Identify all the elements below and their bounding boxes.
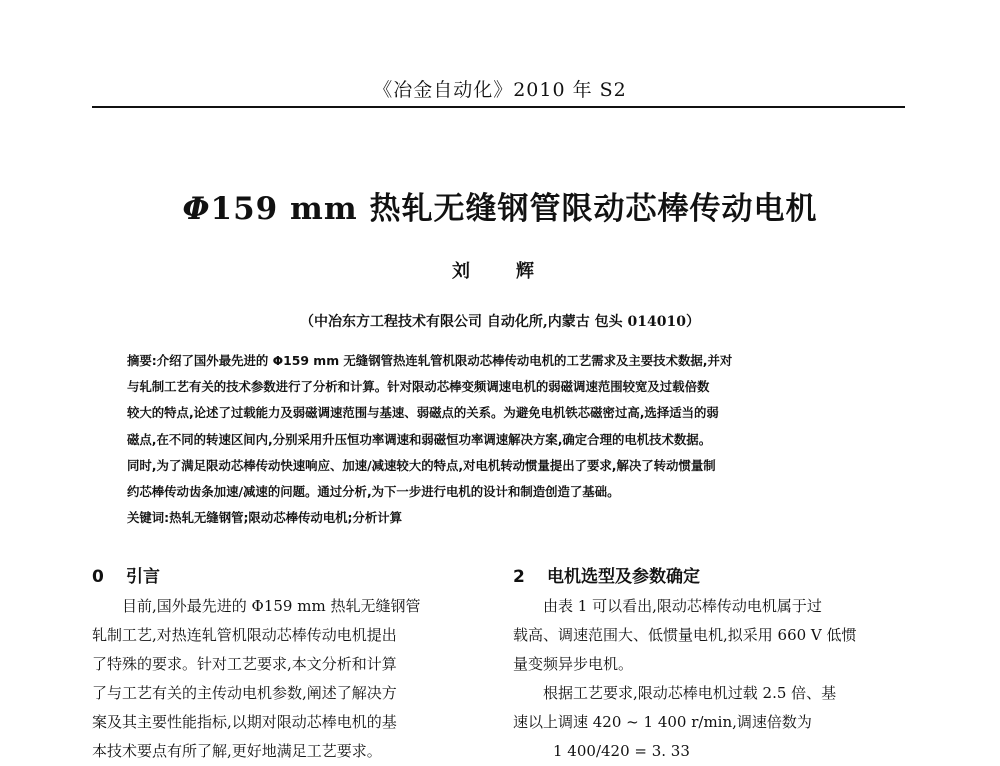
- body-line: 根据工艺要求,限动芯棒电机过载 2.5 倍、基: [513, 684, 837, 702]
- body-line: 载高、调速范围大、低惯量电机,拟采用 660 V 低惯: [513, 626, 857, 644]
- section-number: 2: [513, 567, 525, 587]
- abstract-line: 同时,为了满足限动芯棒传动快速响应、加速/减速较大的特点,对电机转动惯量提出了要求,解决了转动惯量制: [127, 457, 716, 473]
- author: 刘 辉: [452, 261, 548, 282]
- body-line: 了特殊的要求。针对工艺要求,本文分析和计算: [92, 655, 397, 673]
- abstract-line: 约芯棒传动齿条加速/减速的问题。通过分析,为下一步进行电机的设计和制造创造了基础。: [127, 484, 620, 500]
- section-title: 电机选型及参数确定: [547, 567, 700, 587]
- equation: 1 400/420 = 3. 33: [553, 742, 690, 760]
- body-line: 本技术要点有所了解,更好地满足工艺要求。: [92, 742, 382, 760]
- body-line: 目前,国外最先进的 Φ159 mm 热轧无缝钢管: [92, 597, 421, 615]
- paper-title-text: 159 mm 热轧无缝钢管限动芯棒传动电机: [210, 191, 818, 227]
- body-line: 轧制工艺,对热连轧管机限动芯棒传动电机提出: [92, 626, 397, 644]
- column-left: [92, 562, 497, 766]
- abstract-line: 与轧制工艺有关的技术参数进行了分析和计算。针对限动芯棒变频调速电机的弱磁调速范围较宽及过载倍数: [127, 379, 710, 395]
- body-line: 案及其主要性能指标,以期对限动芯棒电机的基: [92, 713, 397, 731]
- section-title: 引言: [126, 567, 160, 587]
- section-number: 0: [92, 567, 104, 587]
- abstract-line: 较大的特点,论述了过载能力及弱磁调速范围与基速、弱磁点的关系。为避免电机铁芯磁密过高,选择适当的弱: [127, 405, 719, 421]
- header-rule: [92, 106, 905, 108]
- keywords: 关键词:热轧无缝钢管;限动芯棒传动电机;分析计算: [127, 510, 403, 526]
- abstract: [127, 348, 872, 531]
- body-line: 速以上调速 420 ~ 1 400 r/min,调速倍数为: [513, 713, 812, 731]
- section-heading-intro: [92, 562, 497, 592]
- column-right: [513, 562, 913, 766]
- section-heading-motor: [513, 562, 913, 592]
- phi-symbol: Φ: [182, 191, 211, 227]
- abstract-line: 磁点,在不同的转速区间内,分别采用升压恒功率调速和弱磁恒功率调速解决方案,确定合理的电机技术数据。: [127, 431, 712, 447]
- body-line: 了与工艺有关的主传动电机参数,阐述了解决方: [92, 684, 397, 702]
- body-line: 由表 1 可以看出,限动芯棒传动电机属于过: [513, 597, 822, 615]
- journal-header: 《冶金自动化》2010 年 S2: [373, 79, 627, 101]
- body-line: 量变频异步电机。: [513, 655, 634, 673]
- affiliation: （中冶东方工程技术有限公司 自动化所,内蒙古 包头 014010）: [300, 314, 700, 330]
- abstract-line: 摘要:介绍了国外最先进的 Φ159 mm 无缝钢管热连轧管机限动芯棒传动电机的工艺需求及主要技术数据,并对: [127, 353, 733, 368]
- paper-title: [0, 183, 1000, 228]
